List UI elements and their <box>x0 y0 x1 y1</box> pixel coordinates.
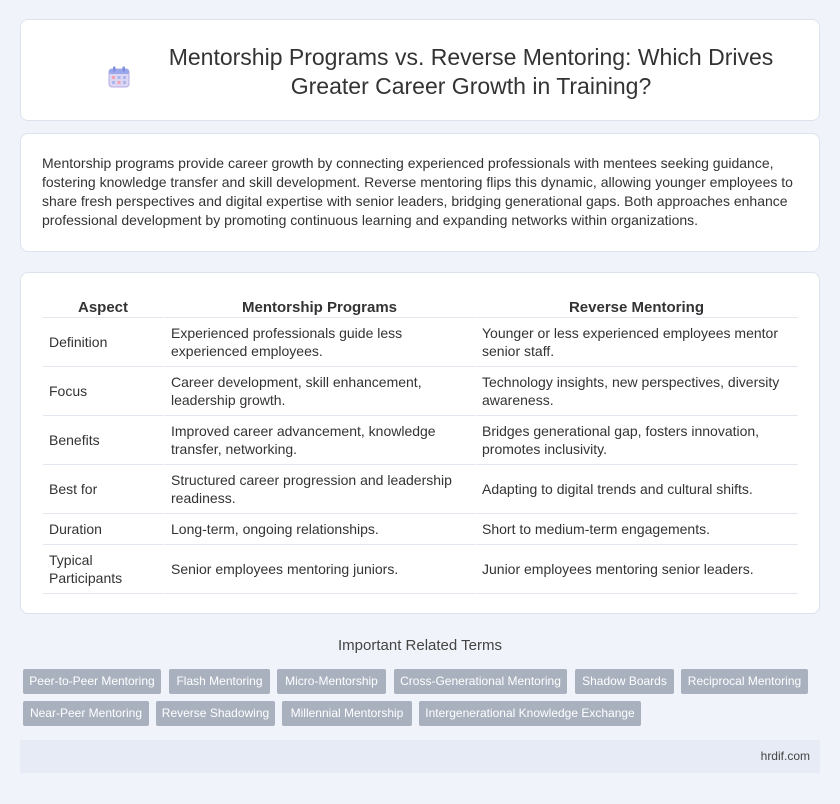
row-aspect: Duration <box>43 514 165 545</box>
related-terms-title: Important Related Terms <box>338 637 502 654</box>
row-aspect: Benefits <box>43 416 165 465</box>
row-reverse: Bridges generational gap, fosters innovation, promotes inclusivity. <box>476 416 799 465</box>
intro-card <box>20 133 820 252</box>
table-row <box>43 416 799 465</box>
calendar-icon <box>108 66 130 88</box>
intro-paragraph: Mentorship programs provide career growth by connecting experienced professionals with mentees seeking guidance, fostering knowledge transfer and skill development. Reverse mentoring flips this dynamic, allowing younger employees to share fresh perspectives and digital expertise with senior leaders, bridging generational gaps. Both approaches enhance professional development by promoting continuous learning and expanding networks within organizations. <box>42 155 793 228</box>
table-row <box>43 318 799 367</box>
related-term-tag[interactable]: Peer-to-Peer Mentoring <box>23 669 161 694</box>
related-term-tag[interactable]: Cross-Generational Mentoring <box>394 669 567 694</box>
comparison-card <box>20 272 820 614</box>
row-mentorship: Senior employees mentoring juniors. <box>165 545 476 594</box>
table-row <box>43 545 799 594</box>
row-mentorship: Structured career progression and leadership readiness. <box>165 465 476 514</box>
related-term-tag[interactable]: Intergenerational Knowledge Exchange <box>419 701 641 726</box>
table-row <box>43 367 799 416</box>
row-reverse: Junior employees mentoring senior leaders. <box>476 545 799 594</box>
related-term-tag[interactable]: Shadow Boards <box>575 669 674 694</box>
comparison-table <box>43 295 799 594</box>
related-term-tag[interactable]: Near-Peer Mentoring <box>23 701 149 726</box>
related-term-tag[interactable]: Reciprocal Mentoring <box>681 669 808 694</box>
row-reverse: Technology insights, new perspectives, diversity awareness. <box>476 367 799 416</box>
related-term-tag[interactable]: Flash Mentoring <box>169 669 270 694</box>
row-reverse: Short to medium-term engagements. <box>476 514 799 545</box>
footer-site-link[interactable]: hrdif.com <box>760 749 810 763</box>
related-term-tag[interactable]: Reverse Shadowing <box>156 701 275 726</box>
row-mentorship: Career development, skill enhancement, leadership growth. <box>165 367 476 416</box>
table-row <box>43 465 799 514</box>
page-title: Mentorship Programs vs. Reverse Mentoring: Which Drives Greater Career Growth in Training? <box>168 44 774 99</box>
header-reverse: Reverse Mentoring <box>476 295 799 318</box>
row-aspect: Typical Participants <box>43 545 165 594</box>
row-reverse: Younger or less experienced employees mentor senior staff. <box>476 318 799 367</box>
row-aspect: Definition <box>43 318 165 367</box>
row-reverse: Adapting to digital trends and cultural shifts. <box>476 465 799 514</box>
related-term-tag[interactable]: Millennial Mentorship <box>282 701 412 726</box>
row-aspect: Focus <box>43 367 165 416</box>
header-mentorship: Mentorship Programs <box>165 295 476 318</box>
table-row <box>43 514 799 545</box>
row-mentorship: Improved career advancement, knowledge transfer, networking. <box>165 416 476 465</box>
footer <box>20 740 820 773</box>
row-mentorship: Experienced professionals guide less experienced employees. <box>165 318 476 367</box>
row-mentorship: Long-term, ongoing relationships. <box>165 514 476 545</box>
header-aspect: Aspect <box>43 295 165 318</box>
row-aspect: Best for <box>43 465 165 514</box>
related-term-tag[interactable]: Micro-Mentorship <box>277 669 386 694</box>
title-card <box>20 19 820 121</box>
